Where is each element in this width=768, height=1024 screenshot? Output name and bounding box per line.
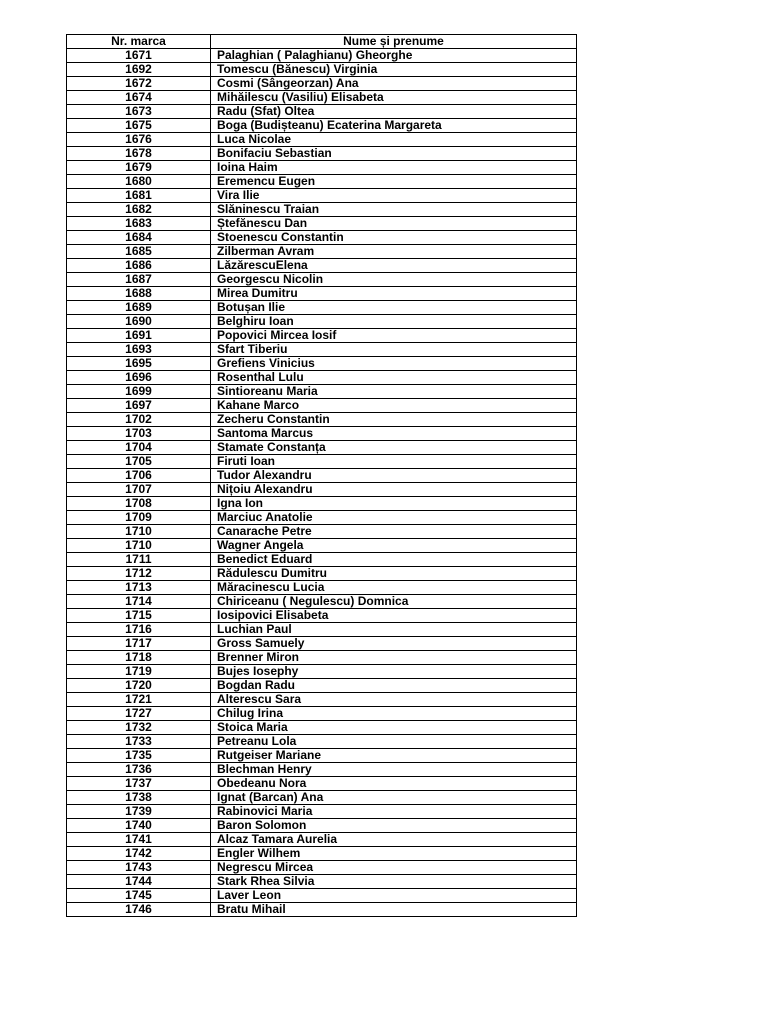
nume-prenume-cell: Ștefănescu Dan bbox=[211, 217, 577, 231]
nr-marca-cell: 1702 bbox=[67, 413, 211, 427]
nr-marca-cell: 1713 bbox=[67, 581, 211, 595]
table-row bbox=[67, 819, 577, 833]
nume-prenume-cell: Vira Ilie bbox=[211, 189, 577, 203]
nume-prenume-cell: Georgescu Nicolin bbox=[211, 273, 577, 287]
nume-prenume-cell: Zilberman Avram bbox=[211, 245, 577, 259]
table-row bbox=[67, 343, 577, 357]
table-row bbox=[67, 483, 577, 497]
table-row bbox=[67, 91, 577, 105]
nume-prenume-cell: Engler Wilhem bbox=[211, 847, 577, 861]
nume-prenume-cell: Slăninescu Traian bbox=[211, 203, 577, 217]
nume-prenume-cell: Laver Leon bbox=[211, 889, 577, 903]
table-row bbox=[67, 427, 577, 441]
nr-marca-cell: 1740 bbox=[67, 819, 211, 833]
nr-marca-cell: 1675 bbox=[67, 119, 211, 133]
nume-prenume-cell: Stoica Maria bbox=[211, 721, 577, 735]
nume-prenume-cell: Tomescu (Bănescu) Virginia bbox=[211, 63, 577, 77]
nr-marca-cell: 1712 bbox=[67, 567, 211, 581]
table-row bbox=[67, 553, 577, 567]
nume-prenume-cell: Rădulescu Dumitru bbox=[211, 567, 577, 581]
table-row bbox=[67, 287, 577, 301]
nr-marca-cell: 1697 bbox=[67, 399, 211, 413]
nr-marca-cell: 1703 bbox=[67, 427, 211, 441]
nr-marca-cell: 1676 bbox=[67, 133, 211, 147]
nr-marca-cell: 1695 bbox=[67, 357, 211, 371]
nr-marca-cell: 1735 bbox=[67, 749, 211, 763]
table-row bbox=[67, 637, 577, 651]
table-row bbox=[67, 217, 577, 231]
nume-prenume-cell: Igna Ion bbox=[211, 497, 577, 511]
nr-marca-cell: 1738 bbox=[67, 791, 211, 805]
table-row bbox=[67, 329, 577, 343]
nr-marca-cell: 1716 bbox=[67, 623, 211, 637]
table-row bbox=[67, 441, 577, 455]
table-body bbox=[67, 49, 577, 917]
nume-prenume-cell: Rosenthal Lulu bbox=[211, 371, 577, 385]
nume-prenume-cell: Obedeanu Nora bbox=[211, 777, 577, 791]
table-header-row bbox=[67, 35, 577, 49]
table-row bbox=[67, 511, 577, 525]
nr-marca-cell: 1704 bbox=[67, 441, 211, 455]
table-row bbox=[67, 539, 577, 553]
nr-marca-cell: 1681 bbox=[67, 189, 211, 203]
roster-table bbox=[66, 34, 577, 917]
nume-prenume-cell: Ioina Haim bbox=[211, 161, 577, 175]
column-header-nume-prenume: Nume și prenume bbox=[211, 35, 577, 49]
table-row bbox=[67, 469, 577, 483]
nume-prenume-cell: Belghiru Ioan bbox=[211, 315, 577, 329]
nume-prenume-cell: Popovici Mircea Iosif bbox=[211, 329, 577, 343]
nr-marca-cell: 1680 bbox=[67, 175, 211, 189]
table-row bbox=[67, 371, 577, 385]
nume-prenume-cell: Nițoiu Alexandru bbox=[211, 483, 577, 497]
table-row bbox=[67, 721, 577, 735]
table-row bbox=[67, 301, 577, 315]
nr-marca-cell: 1744 bbox=[67, 875, 211, 889]
table-row bbox=[67, 735, 577, 749]
nume-prenume-cell: Marciuc Anatolie bbox=[211, 511, 577, 525]
nr-marca-cell: 1719 bbox=[67, 665, 211, 679]
nume-prenume-cell: Sfart Tiberiu bbox=[211, 343, 577, 357]
nume-prenume-cell: Luchian Paul bbox=[211, 623, 577, 637]
table-row bbox=[67, 175, 577, 189]
nume-prenume-cell: Blechman Henry bbox=[211, 763, 577, 777]
table-row bbox=[67, 651, 577, 665]
nume-prenume-cell: Radu (Sfat) Oltea bbox=[211, 105, 577, 119]
nr-marca-cell: 1706 bbox=[67, 469, 211, 483]
nr-marca-cell: 1714 bbox=[67, 595, 211, 609]
table-row bbox=[67, 861, 577, 875]
table-row bbox=[67, 455, 577, 469]
table-row bbox=[67, 903, 577, 917]
nr-marca-cell: 1736 bbox=[67, 763, 211, 777]
nr-marca-cell: 1696 bbox=[67, 371, 211, 385]
nume-prenume-cell: Mirea Dumitru bbox=[211, 287, 577, 301]
nume-prenume-cell: Iosipovici Elisabeta bbox=[211, 609, 577, 623]
nume-prenume-cell: Alcaz Tamara Aurelia bbox=[211, 833, 577, 847]
table-row bbox=[67, 147, 577, 161]
nr-marca-cell: 1715 bbox=[67, 609, 211, 623]
nume-prenume-cell: Santoma Marcus bbox=[211, 427, 577, 441]
nr-marca-cell: 1692 bbox=[67, 63, 211, 77]
table-row bbox=[67, 847, 577, 861]
nume-prenume-cell: Eremencu Eugen bbox=[211, 175, 577, 189]
nume-prenume-cell: Baron Solomon bbox=[211, 819, 577, 833]
nr-marca-cell: 1707 bbox=[67, 483, 211, 497]
table-row bbox=[67, 77, 577, 91]
table-row bbox=[67, 273, 577, 287]
nume-prenume-cell: Alterescu Sara bbox=[211, 693, 577, 707]
table-row bbox=[67, 595, 577, 609]
nume-prenume-cell: Chiriceanu ( Negulescu) Domnica bbox=[211, 595, 577, 609]
nume-prenume-cell: Canarache Petre bbox=[211, 525, 577, 539]
nume-prenume-cell: Chilug Irina bbox=[211, 707, 577, 721]
nume-prenume-cell: Bonifaciu Sebastian bbox=[211, 147, 577, 161]
nume-prenume-cell: Sintioreanu Maria bbox=[211, 385, 577, 399]
nr-marca-cell: 1683 bbox=[67, 217, 211, 231]
nr-marca-cell: 1672 bbox=[67, 77, 211, 91]
nume-prenume-cell: Palaghian ( Palaghianu) Gheorghe bbox=[211, 49, 577, 63]
nume-prenume-cell: Rabinovici Maria bbox=[211, 805, 577, 819]
nr-marca-cell: 1745 bbox=[67, 889, 211, 903]
nume-prenume-cell: Boga (Budișteanu) Ecaterina Margareta bbox=[211, 119, 577, 133]
nume-prenume-cell: Negrescu Mircea bbox=[211, 861, 577, 875]
table-row bbox=[67, 245, 577, 259]
table-row bbox=[67, 189, 577, 203]
document-page bbox=[66, 34, 577, 917]
table-row bbox=[67, 749, 577, 763]
nr-marca-cell: 1718 bbox=[67, 651, 211, 665]
nr-marca-cell: 1743 bbox=[67, 861, 211, 875]
nr-marca-cell: 1721 bbox=[67, 693, 211, 707]
nume-prenume-cell: Luca Nicolae bbox=[211, 133, 577, 147]
nr-marca-cell: 1727 bbox=[67, 707, 211, 721]
table-row bbox=[67, 581, 577, 595]
nume-prenume-cell: Zecheru Constantin bbox=[211, 413, 577, 427]
nume-prenume-cell: Grefiens Vinicius bbox=[211, 357, 577, 371]
table-row bbox=[67, 105, 577, 119]
table-row bbox=[67, 357, 577, 371]
table-row bbox=[67, 63, 577, 77]
nume-prenume-cell: Ignat (Barcan) Ana bbox=[211, 791, 577, 805]
nr-marca-cell: 1678 bbox=[67, 147, 211, 161]
nr-marca-cell: 1691 bbox=[67, 329, 211, 343]
nr-marca-cell: 1673 bbox=[67, 105, 211, 119]
nr-marca-cell: 1699 bbox=[67, 385, 211, 399]
table-row bbox=[67, 413, 577, 427]
table-row bbox=[67, 133, 577, 147]
nume-prenume-cell: Bujes Iosephy bbox=[211, 665, 577, 679]
nr-marca-cell: 1682 bbox=[67, 203, 211, 217]
nume-prenume-cell: Rutgeiser Mariane bbox=[211, 749, 577, 763]
nr-marca-cell: 1688 bbox=[67, 287, 211, 301]
nr-marca-cell: 1737 bbox=[67, 777, 211, 791]
nr-marca-cell: 1679 bbox=[67, 161, 211, 175]
column-header-nr-marca: Nr. marca bbox=[67, 35, 211, 49]
nume-prenume-cell: LăzărescuElena bbox=[211, 259, 577, 273]
table-row bbox=[67, 231, 577, 245]
nr-marca-cell: 1739 bbox=[67, 805, 211, 819]
table-row bbox=[67, 679, 577, 693]
nume-prenume-cell: Stoenescu Constantin bbox=[211, 231, 577, 245]
nume-prenume-cell: Bratu Mihail bbox=[211, 903, 577, 917]
nume-prenume-cell: Firuti Ioan bbox=[211, 455, 577, 469]
nr-marca-cell: 1732 bbox=[67, 721, 211, 735]
nr-marca-cell: 1687 bbox=[67, 273, 211, 287]
table-row bbox=[67, 875, 577, 889]
nume-prenume-cell: Mihăilescu (Vasiliu) Elisabeta bbox=[211, 91, 577, 105]
table-row bbox=[67, 567, 577, 581]
nume-prenume-cell: Petreanu Lola bbox=[211, 735, 577, 749]
table-row bbox=[67, 805, 577, 819]
table-row bbox=[67, 315, 577, 329]
table-row bbox=[67, 119, 577, 133]
table-row bbox=[67, 707, 577, 721]
nr-marca-cell: 1717 bbox=[67, 637, 211, 651]
nr-marca-cell: 1693 bbox=[67, 343, 211, 357]
table-row bbox=[67, 203, 577, 217]
nr-marca-cell: 1708 bbox=[67, 497, 211, 511]
nume-prenume-cell: Măracinescu Lucia bbox=[211, 581, 577, 595]
nr-marca-cell: 1710 bbox=[67, 539, 211, 553]
nume-prenume-cell: Botușan Ilie bbox=[211, 301, 577, 315]
nume-prenume-cell: Benedict Eduard bbox=[211, 553, 577, 567]
nr-marca-cell: 1720 bbox=[67, 679, 211, 693]
nume-prenume-cell: Gross Samuely bbox=[211, 637, 577, 651]
table-row bbox=[67, 609, 577, 623]
table-row bbox=[67, 399, 577, 413]
nr-marca-cell: 1705 bbox=[67, 455, 211, 469]
table-row bbox=[67, 497, 577, 511]
table-row bbox=[67, 833, 577, 847]
nr-marca-cell: 1709 bbox=[67, 511, 211, 525]
nume-prenume-cell: Cosmi (Sângeorzan) Ana bbox=[211, 77, 577, 91]
nume-prenume-cell: Brenner Miron bbox=[211, 651, 577, 665]
nr-marca-cell: 1741 bbox=[67, 833, 211, 847]
nr-marca-cell: 1685 bbox=[67, 245, 211, 259]
nr-marca-cell: 1689 bbox=[67, 301, 211, 315]
table-row bbox=[67, 889, 577, 903]
nume-prenume-cell: Stamate Constanța bbox=[211, 441, 577, 455]
table-row bbox=[67, 49, 577, 63]
nr-marca-cell: 1671 bbox=[67, 49, 211, 63]
nume-prenume-cell: Bogdan Radu bbox=[211, 679, 577, 693]
table-row bbox=[67, 385, 577, 399]
table-row bbox=[67, 623, 577, 637]
table-row bbox=[67, 693, 577, 707]
table-row bbox=[67, 665, 577, 679]
nr-marca-cell: 1684 bbox=[67, 231, 211, 245]
nr-marca-cell: 1674 bbox=[67, 91, 211, 105]
nr-marca-cell: 1686 bbox=[67, 259, 211, 273]
nr-marca-cell: 1733 bbox=[67, 735, 211, 749]
nr-marca-cell: 1711 bbox=[67, 553, 211, 567]
nume-prenume-cell: Kahane Marco bbox=[211, 399, 577, 413]
nr-marca-cell: 1746 bbox=[67, 903, 211, 917]
nr-marca-cell: 1742 bbox=[67, 847, 211, 861]
table-row bbox=[67, 777, 577, 791]
table-row bbox=[67, 161, 577, 175]
table-row bbox=[67, 763, 577, 777]
table-row bbox=[67, 259, 577, 273]
nr-marca-cell: 1710 bbox=[67, 525, 211, 539]
nume-prenume-cell: Tudor Alexandru bbox=[211, 469, 577, 483]
nr-marca-cell: 1690 bbox=[67, 315, 211, 329]
table-row bbox=[67, 791, 577, 805]
nume-prenume-cell: Wagner Angela bbox=[211, 539, 577, 553]
table-row bbox=[67, 525, 577, 539]
nume-prenume-cell: Stark Rhea Silvia bbox=[211, 875, 577, 889]
